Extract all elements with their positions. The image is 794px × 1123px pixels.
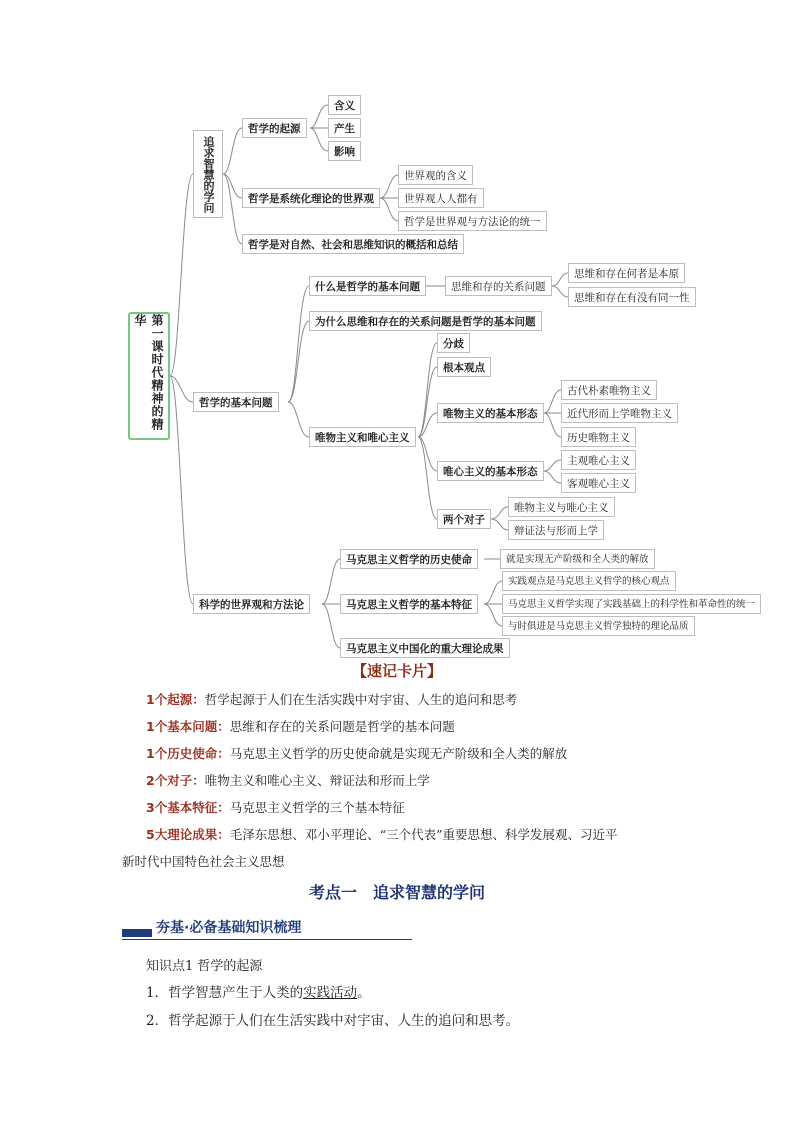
card-line: 5大理论成果：毛泽东思想、邓小平理论、“三个代表”重要思想、科学发展观、习近平 <box>146 827 618 842</box>
node-materialism-form: 近代形而上学唯物主义 <box>561 403 678 423</box>
node-materialism-form: 古代朴素唯物主义 <box>561 380 657 400</box>
card-line: 3个基本特征：马克思主义哲学的三个基本特征 <box>146 800 405 815</box>
node-worldview: 哲学是系统化理论的世界观 <box>242 188 380 208</box>
node-materialism: 唯物主义和唯心主义 <box>309 427 416 447</box>
node-two-pairs: 两个对子 <box>437 509 491 529</box>
node-summary: 哲学是对自然、社会和思维知识的概括和总结 <box>242 234 464 254</box>
section-heading: 考点一 追求智慧的学问 <box>308 883 485 902</box>
node-pair: 辩证法与形而上学 <box>508 520 604 540</box>
node-origin: 哲学的起源 <box>242 118 307 138</box>
node-mission-child: 就是实现无产阶级和全人类的解放 <box>500 549 655 569</box>
knowledge-point-title: 知识点1 哲学的起源 <box>146 959 263 974</box>
node-materialism-form: 历史唯物主义 <box>561 427 636 447</box>
node-basic-question: 什么是哲学的基本问题 <box>309 276 426 296</box>
node-idealism-forms: 唯心主义的基本形态 <box>437 461 544 481</box>
banner-underline <box>122 939 412 940</box>
node-why-basic: 为什么思维和存在的关系问题是哲学的基本问题 <box>309 311 542 331</box>
node-feature: 与时俱进是马克思主义哲学独特的理论品质 <box>502 616 695 636</box>
node-features: 马克思主义哲学的基本特征 <box>340 594 478 614</box>
node-relation-child: 思维和存在何者是本原 <box>568 263 685 283</box>
cards-title: 【速记卡片】 <box>351 662 442 680</box>
node-achievements: 马克思主义中国化的重大理论成果 <box>340 638 510 658</box>
branch-1-label: 追求智慧的学问 <box>193 130 223 218</box>
node-feature: 实践观点是马克思主义哲学的核心观点 <box>502 571 676 591</box>
card-line: 1个历史使命：马克思主义哲学的历史使命就是实现无产阶级和全人类的解放 <box>146 746 568 761</box>
knowledge-line-2: 2．哲学起源于人们在生活实践中对宇宙、人生的追问和思考。 <box>146 1013 520 1029</box>
banner-title: 夯基·必备基础知识梳理 <box>156 920 302 936</box>
node-relation-child: 思维和存在有没有同一性 <box>568 287 696 307</box>
node-relation: 思维和存的关系问题 <box>445 276 552 296</box>
mindmap-root: 第一课时代精神的精华 <box>128 312 170 440</box>
node-worldview-child: 世界观的含义 <box>398 165 473 185</box>
node-materialism-forms: 唯物主义的基本形态 <box>437 403 544 423</box>
node-idealism-form: 主观唯心主义 <box>561 450 636 470</box>
node-worldview-child: 哲学是世界观与方法论的统一 <box>398 211 547 231</box>
node-origin-child: 产生 <box>328 118 361 138</box>
card-line-continued: 新时代中国特色社会主义思想 <box>122 854 285 869</box>
card-line: 1个基本问题：思维和存在的关系问题是哲学的基本问题 <box>146 719 455 734</box>
knowledge-line-1: 1．哲学智慧产生于人类的实践活动。 <box>146 985 371 1001</box>
node-idealism-form: 客观唯心主义 <box>561 473 636 493</box>
node-pair: 唯物主义与唯心主义 <box>508 497 615 517</box>
node-origin-child: 影响 <box>328 141 361 161</box>
node-feature: 马克思主义哲学实现了实践基础上的科学性和革命性的统一 <box>502 594 761 614</box>
branch-2-label: 哲学的基本问题 <box>193 392 279 412</box>
card-line: 2个对子：唯物主义和唯心主义、辩证法和形而上学 <box>146 773 430 788</box>
node-divergence: 分歧 <box>437 333 470 353</box>
card-line: 1个起源：哲学起源于人们在生活实践中对宇宙、人生的追问和思考 <box>146 692 518 707</box>
branch-3-label: 科学的世界观和方法论 <box>193 594 310 614</box>
node-worldview-child: 世界观人人都有 <box>398 188 484 208</box>
banner-bar-icon <box>122 929 152 937</box>
node-basic-view: 根本观点 <box>437 357 491 377</box>
node-mission: 马克思主义哲学的历史使命 <box>340 549 478 569</box>
section-banner <box>122 917 412 943</box>
node-origin-child: 含义 <box>328 95 361 115</box>
